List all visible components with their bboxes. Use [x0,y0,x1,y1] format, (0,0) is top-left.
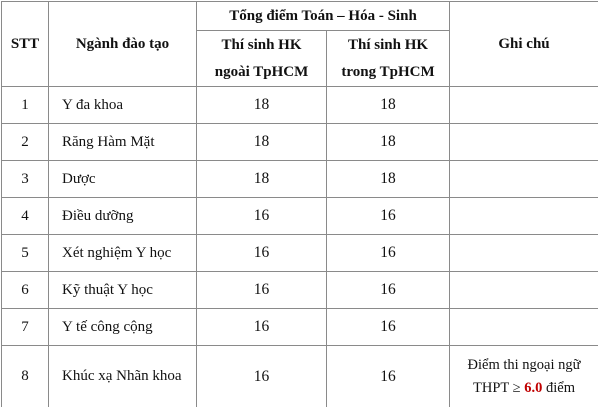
row-major: Dược [49,161,197,198]
row-stt: 8 [2,346,49,408]
row-stt: 1 [2,87,49,124]
row-score-inside: 16 [327,272,450,309]
table-row [2,272,599,309]
table-row [2,309,599,346]
row-stt: 7 [2,309,49,346]
row-score-inside: 16 [327,235,450,272]
table-row [2,235,599,272]
header-major: Ngành đào tạo [49,2,197,87]
row-score-inside: 18 [327,87,450,124]
row-note [450,235,598,272]
table-row [2,198,599,235]
header-inside-hcm [327,31,450,87]
row-major: Khúc xạ Nhãn khoa [49,346,197,408]
table-row [2,124,599,161]
header-stt: STT [2,2,49,87]
header-inside-line1: Thí sinh HK [347,36,429,53]
table-row [2,346,599,408]
document-frame [1,1,598,407]
row-stt: 4 [2,198,49,235]
row-score-outside: 18 [197,124,327,161]
row-note [450,87,598,124]
row-major: Y đa khoa [49,87,197,124]
row-note [450,124,598,161]
header-outside-line2: ngoài TpHCM [214,63,309,80]
table-row [2,87,599,124]
row-note [450,272,598,309]
row-score-outside: 16 [197,346,327,408]
note-min-score: 6.0 [524,379,543,396]
note-line1: Điểm thi ngoại ngữ [467,356,581,373]
header-outside-hcm [197,31,327,87]
row-score-outside: 18 [197,87,327,124]
note-line2-prefix: THPT ≥ [473,379,525,396]
row-stt: 6 [2,272,49,309]
row-stt: 3 [2,161,49,198]
row-stt: 5 [2,235,49,272]
row-stt: 2 [2,124,49,161]
row-major: Điều dưỡng [49,198,197,235]
row-score-inside: 16 [327,309,450,346]
row-major: Răng Hàm Mặt [49,124,197,161]
header-row-top [2,2,599,31]
row-score-outside: 16 [197,198,327,235]
row-score-outside: 16 [197,309,327,346]
header-note: Ghi chú [450,2,598,87]
row-score-outside: 16 [197,272,327,309]
admission-score-table [1,1,598,407]
table-row [2,161,599,198]
header-inside-line2: trong TpHCM [341,63,435,80]
row-score-inside: 18 [327,161,450,198]
row-note [450,161,598,198]
row-score-inside: 16 [327,198,450,235]
header-score-group: Tổng điểm Toán – Hóa - Sinh [197,2,450,31]
row-score-inside: 16 [327,346,450,408]
header-outside-line1: Thí sinh HK [221,36,302,53]
row-score-outside: 18 [197,161,327,198]
row-score-inside: 18 [327,124,450,161]
row-note [450,346,598,408]
row-score-outside: 16 [197,235,327,272]
row-major: Y tế công cộng [49,309,197,346]
row-note [450,309,598,346]
row-note [450,198,598,235]
row-major: Kỹ thuật Y học [49,272,197,309]
row-major: Xét nghiệm Y học [49,235,197,272]
note-line2-suffix: điểm [542,379,575,396]
